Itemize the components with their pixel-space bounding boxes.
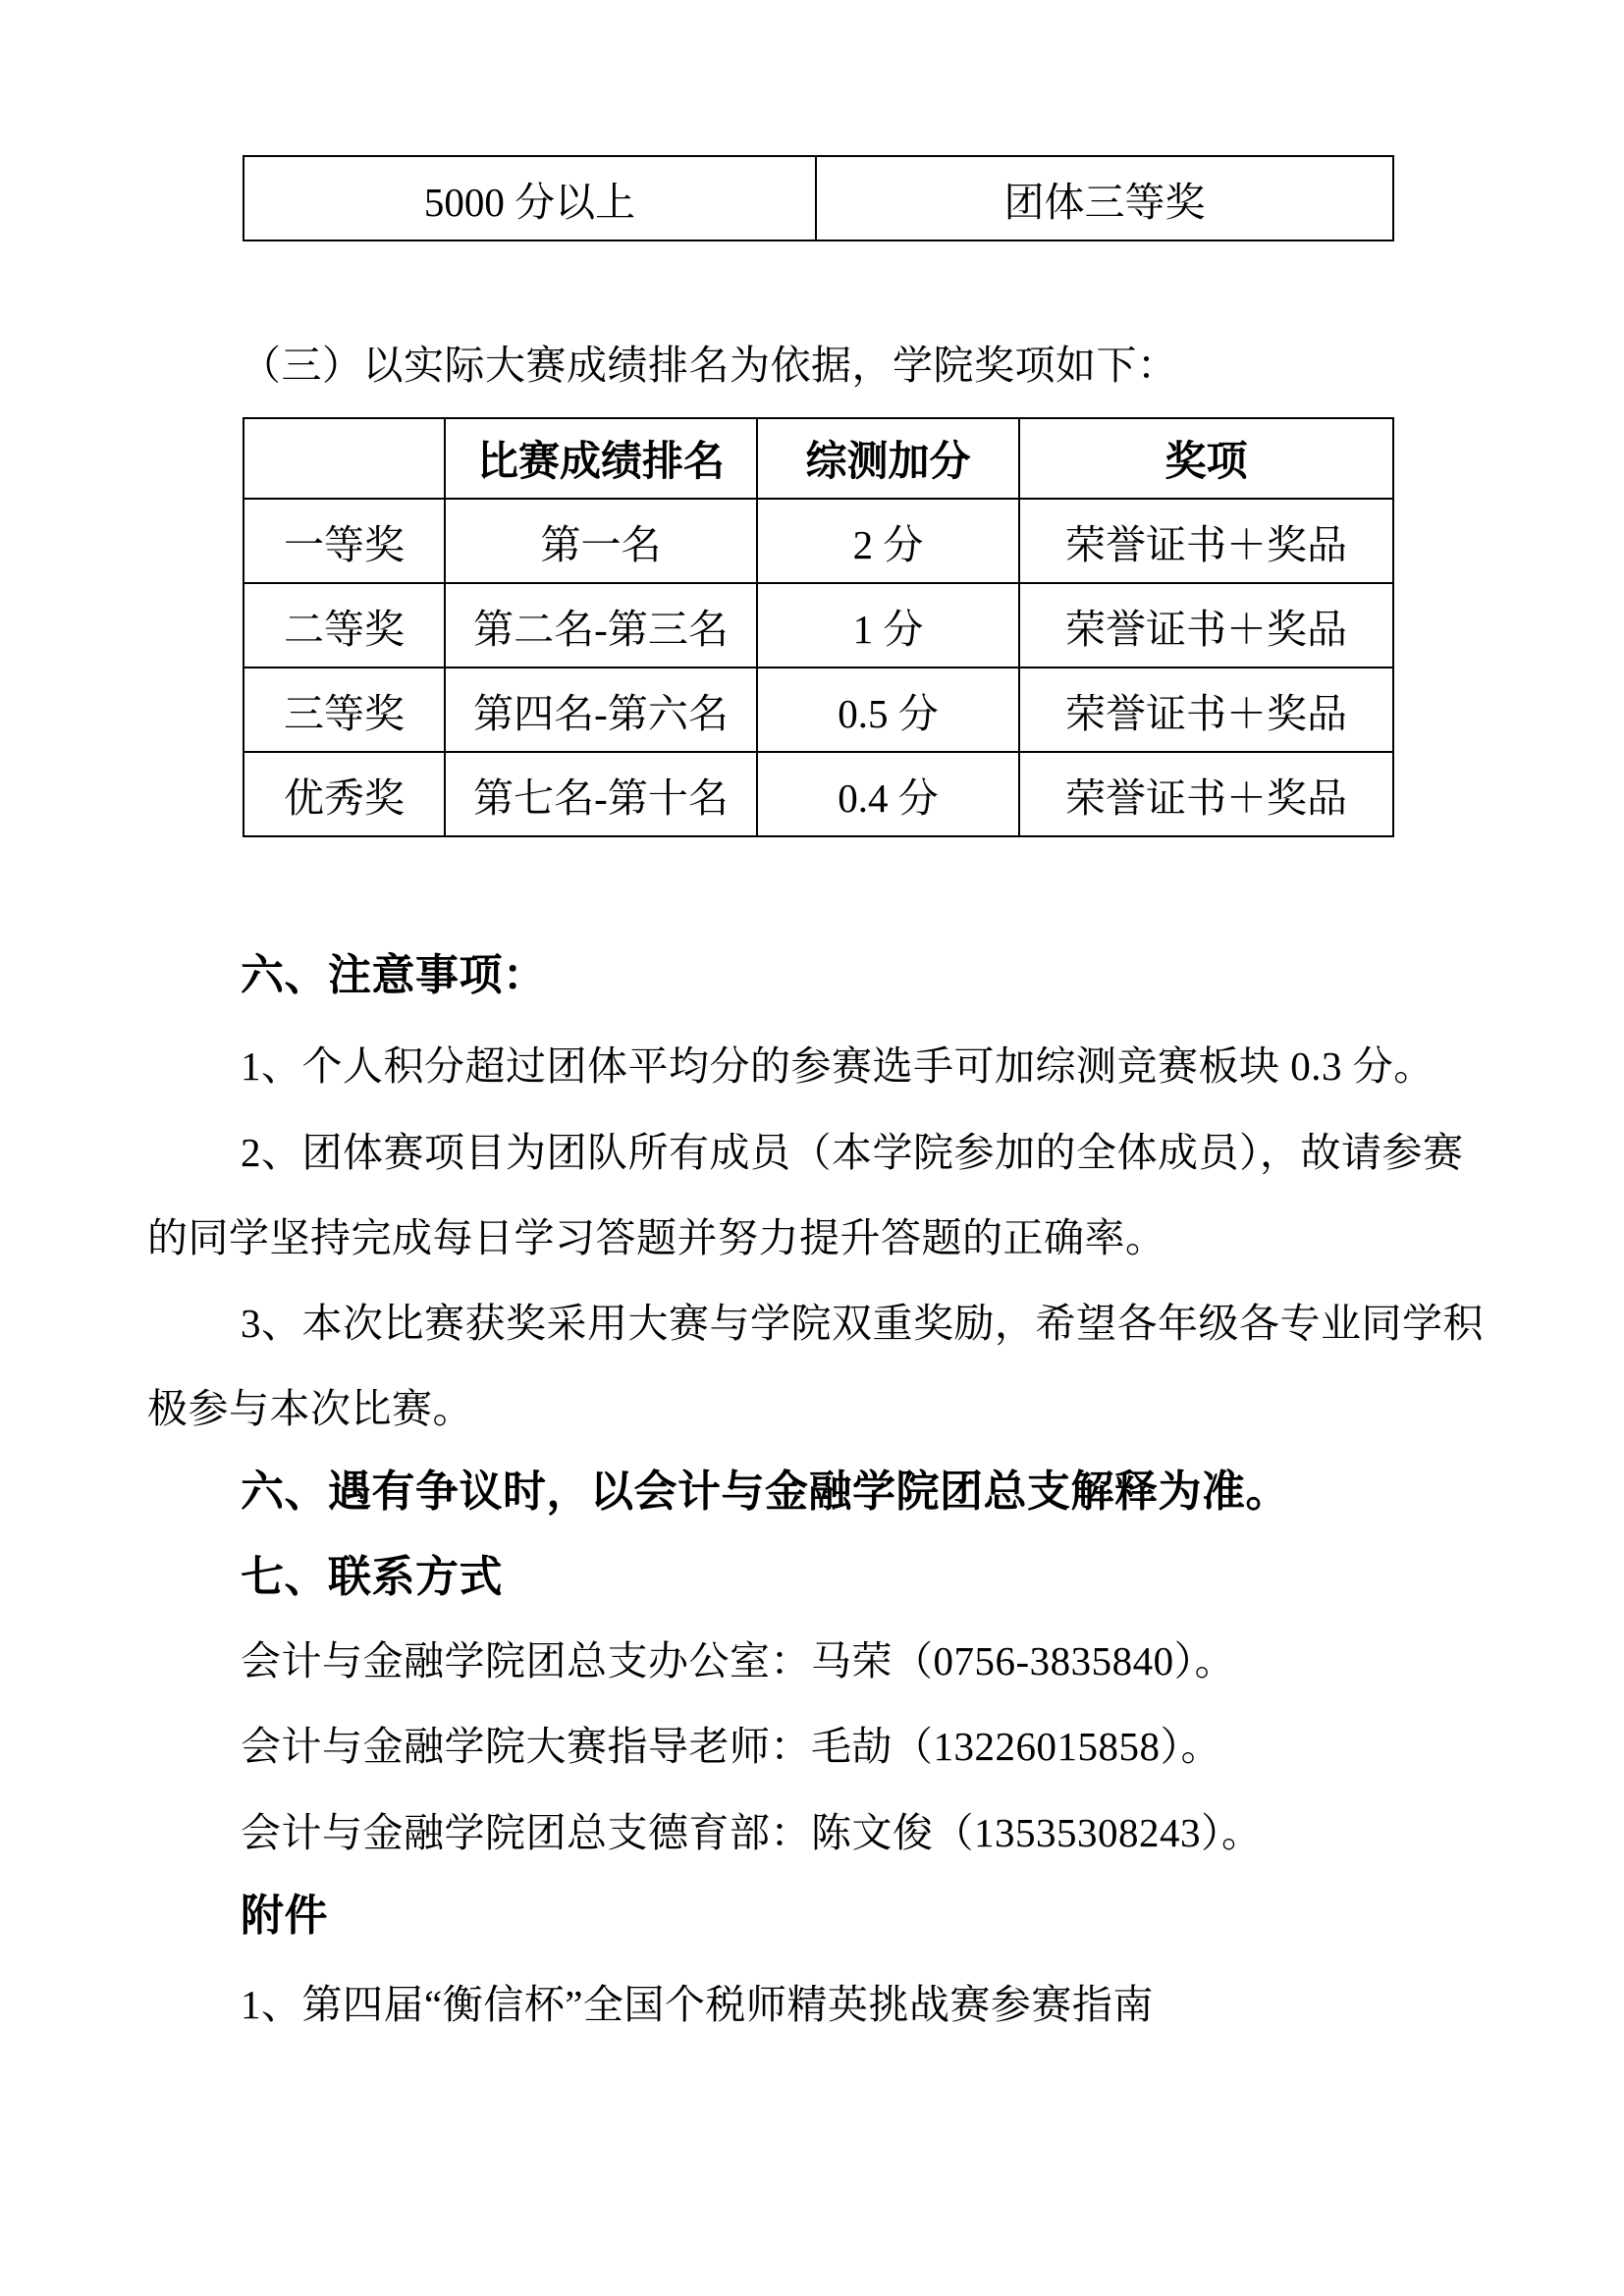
level-cell: 优秀奖 <box>244 752 445 836</box>
note-item-2-line-1: 2、团体赛项目为团队所有成员（本学院参加的全体成员），故请参赛 <box>241 1130 1464 1175</box>
table-row <box>244 156 1393 240</box>
header-rank: 比赛成绩排名 <box>445 418 757 499</box>
score-cell: 5000 分以上 <box>244 156 816 240</box>
contact-office: 会计与金融学院团总支办公室：马荣（0756-3835840）。 <box>241 1638 1236 1683</box>
attachment-heading: 附件 <box>241 1892 328 1940</box>
contact-moral-dept: 会计与金融学院团总支德育部：陈文俊（13535308243）。 <box>241 1810 1263 1855</box>
level-cell: 一等奖 <box>244 499 445 583</box>
section-3-intro: （三）以实际大赛成绩排名为依据，学院奖项如下： <box>241 343 1178 388</box>
prize-cell: 荣誉证书＋奖品 <box>1019 667 1393 752</box>
notes-heading: 六、注意事项： <box>241 951 547 999</box>
level-cell: 二等奖 <box>244 583 445 667</box>
bonus-cell: 0.4 分 <box>757 752 1019 836</box>
note-item-3-line-1: 3、本次比赛获奖采用大赛与学院双重奖励，希望各年级各专业同学积 <box>241 1301 1484 1346</box>
awards-table <box>243 417 1394 837</box>
header-bonus: 综测加分 <box>757 418 1019 499</box>
contact-advisor: 会计与金融学院大赛指导老师：毛劼（13226015858）。 <box>241 1724 1221 1769</box>
prize-cell: 荣誉证书＋奖品 <box>1019 583 1393 667</box>
prize-cell: 荣誉证书＋奖品 <box>1019 499 1393 583</box>
attachment-item-1: 1、第四届“衡信杯”全国个税师精英挑战赛参赛指南 <box>241 1982 1154 2027</box>
contact-heading: 七、联系方式 <box>241 1553 503 1601</box>
rank-cell: 第七名-第十名 <box>445 752 757 836</box>
table-row <box>244 583 1393 667</box>
header-prize: 奖项 <box>1019 418 1393 499</box>
score-award-table <box>243 155 1394 241</box>
bonus-cell: 0.5 分 <box>757 667 1019 752</box>
level-cell: 三等奖 <box>244 667 445 752</box>
rank-cell: 第四名-第六名 <box>445 667 757 752</box>
prize-cell: 荣誉证书＋奖品 <box>1019 752 1393 836</box>
header-empty <box>244 418 445 499</box>
note-item-2-line-2: 的同学坚持完成每日学习答题并努力提升答题的正确率。 <box>147 1215 1166 1260</box>
rank-cell: 第二名-第三名 <box>445 583 757 667</box>
rank-cell: 第一名 <box>445 499 757 583</box>
bonus-cell: 1 分 <box>757 583 1019 667</box>
note-item-1: 1、个人积分超过团体平均分的参赛选手可加综测竞赛板块 0.3 分。 <box>241 1043 1435 1089</box>
table-row <box>244 499 1393 583</box>
bonus-cell: 2 分 <box>757 499 1019 583</box>
dispute-heading: 六、遇有争议时，以会计与金融学院团总支解释为准。 <box>241 1468 1289 1516</box>
table-row <box>244 667 1393 752</box>
award-cell: 团体三等奖 <box>816 156 1393 240</box>
table-header-row <box>244 418 1393 499</box>
note-item-3-line-2: 极参与本次比赛。 <box>147 1386 473 1431</box>
table-row <box>244 752 1393 836</box>
